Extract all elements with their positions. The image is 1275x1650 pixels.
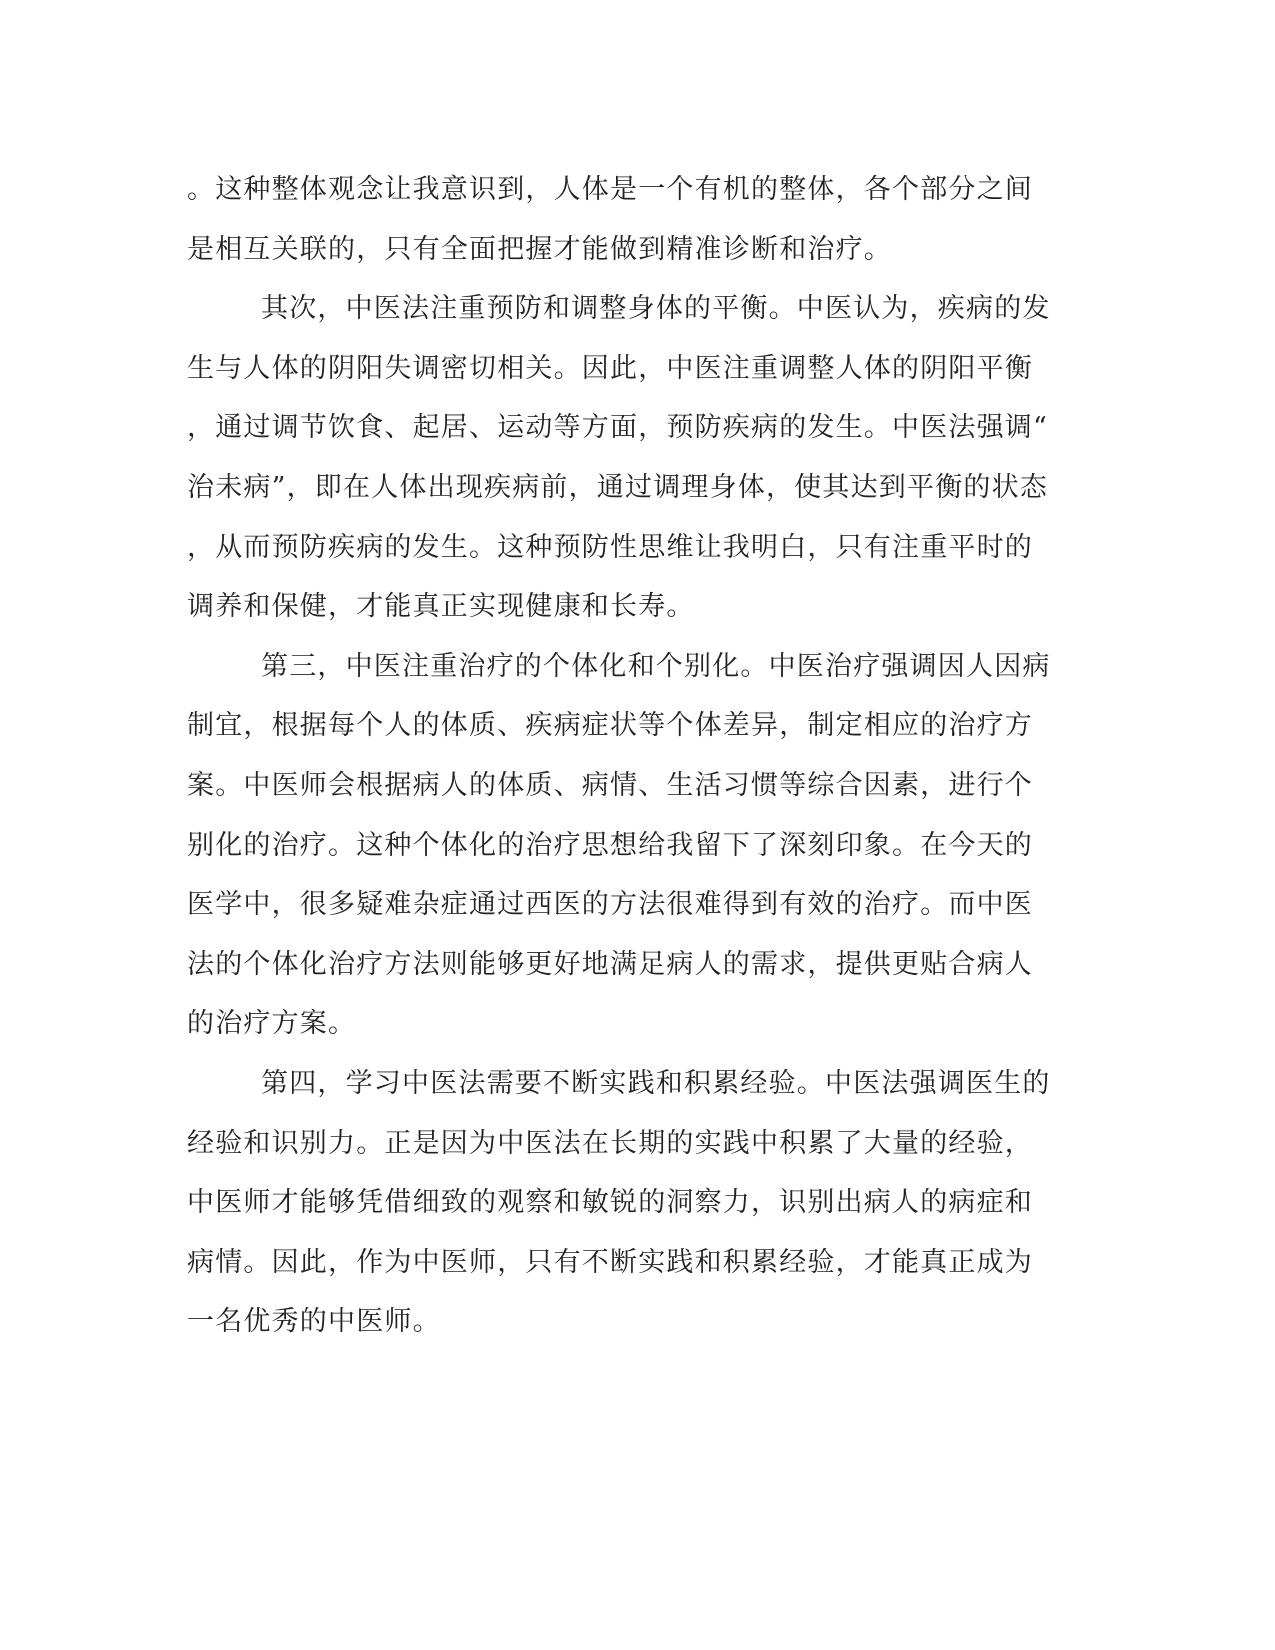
paragraph-2-line-2: 生与人体的阴阳失调密切相关。因此，中医注重调整人体的阴阳平衡 (187, 352, 1033, 384)
paragraph-3-line-5: 医学中，很多疑难杂症通过西医的方法很难得到有效的治疗。而中医 (187, 889, 1033, 921)
paragraph-4-line-1: 第四，学习中医法需要不断实践和积累经验。中医法强调医生的 (261, 1067, 1051, 1099)
paragraph-4-line-3: 中医师才能够凭借细致的观察和敏锐的洞察力，识别出病人的病症和 (187, 1187, 1033, 1219)
paragraph-3-line-2: 制宜，根据每个人的体质、疾病症状等个体差异，制定相应的治疗方 (187, 710, 1033, 742)
paragraph-3-line-6: 法的个体化治疗方法则能够更好地满足病人的需求，提供更贴合病人 (187, 948, 1033, 980)
paragraph-2-line-1: 其次，中医法注重预防和调整身体的平衡。中医认为，疾病的发 (261, 293, 1051, 325)
paragraph-1-line-2: 是相互关联的，只有全面把握才能做到精准诊断和治疗。 (187, 233, 892, 265)
paragraph-3-line-4: 别化的治疗。这种个体化的治疗思想给我留下了深刻印象。在今天的 (187, 829, 1033, 861)
paragraph-2-line-5: ，从而预防疾病的发生。这种预防性思维让我明白，只有注重平时的 (187, 531, 1033, 563)
paragraph-4-line-2: 经验和识别力。正是因为中医法在长期的实践中积累了大量的经验， (187, 1127, 1033, 1159)
paragraph-2-line-4: 治未病”，即在人体出现疾病前，通过调理身体，使其达到平衡的状态 (187, 471, 1049, 503)
paragraph-4-line-5: 一名优秀的中医师。 (187, 1306, 441, 1338)
paragraph-3-line-3: 案。中医师会根据病人的体质、病情、生活习惯等综合因素，进行个 (187, 769, 1033, 801)
paragraph-1-line-1: 。这种整体观念让我意识到，人体是一个有机的整体，各个部分之间 (187, 174, 1033, 205)
paragraph-2-line-3: ，通过调节饮食、起居、运动等方面，预防疾病的发生。中医法强调“ (187, 412, 1049, 444)
paragraph-2-line-6: 调养和保健，才能真正实现健康和长寿。 (187, 591, 695, 623)
paragraph-3-line-1: 第三，中医注重治疗的个体化和个别化。中医治疗强调因人因病 (261, 650, 1051, 682)
document-body (187, 160, 1087, 1352)
paragraph-3-line-7: 的治疗方案。 (187, 1008, 357, 1040)
paragraph-4-line-4: 病情。因此，作为中医师，只有不断实践和积累经验，才能真正成为 (187, 1246, 1033, 1278)
